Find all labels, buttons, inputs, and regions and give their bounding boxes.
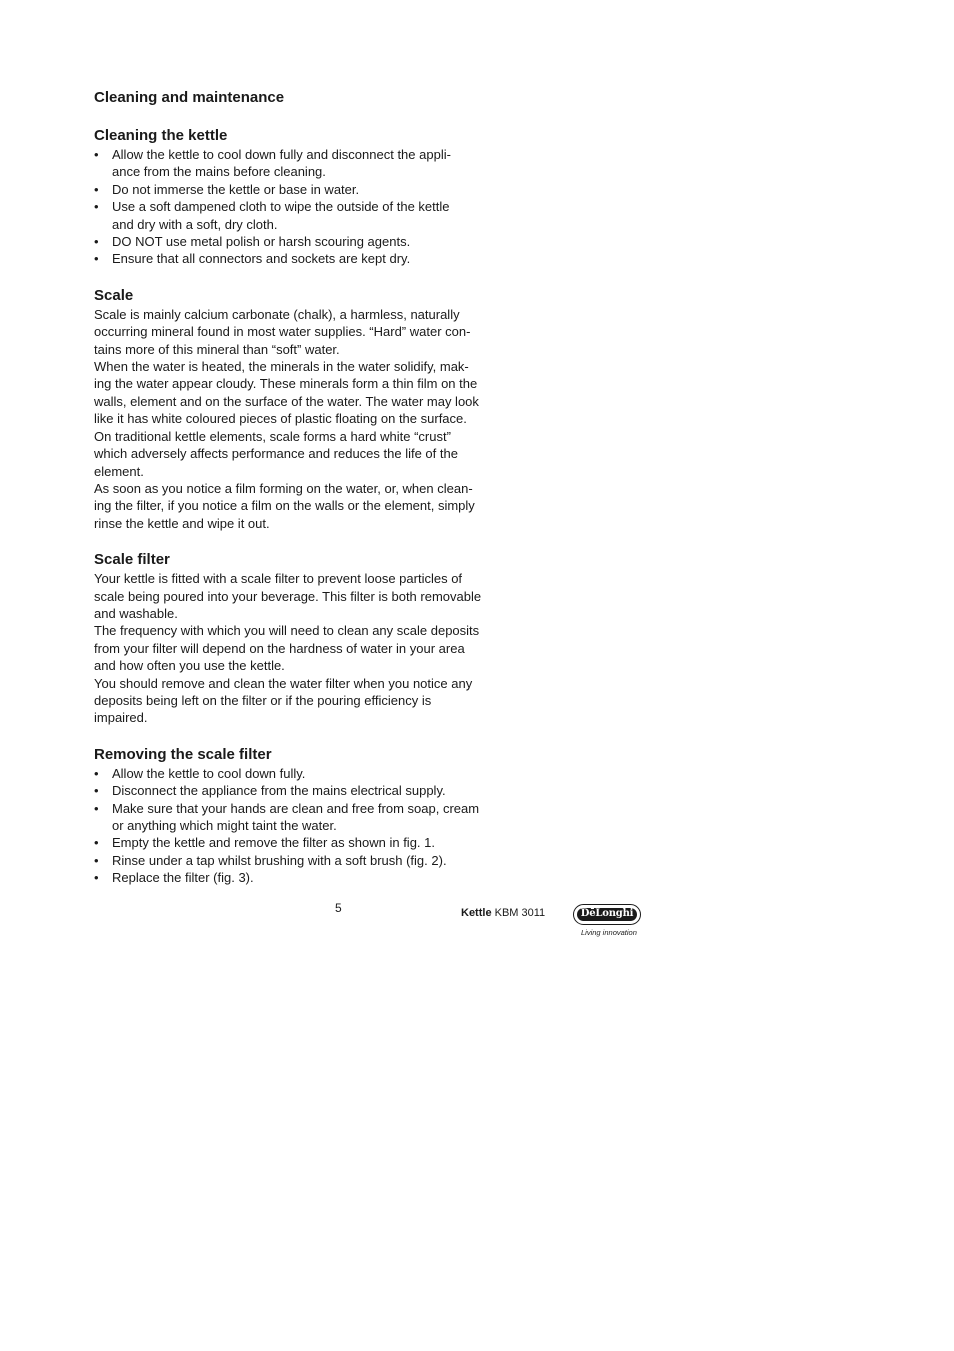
list-item: • Make sure that your hands are clean and free from soap, cream or anything which might taint the water. [94,800,494,835]
bullet-list [94,146,494,268]
section-heading: Scale filter [94,551,170,569]
paragraph: The frequency with which you will need to clean any scale deposits from your filter will depend on the hardness of water in your area and how often you use the kettle. [94,623,480,674]
list-item: • Use a soft dampened cloth to wipe the outside of the kettle and dry with a soft, dry cloth. [94,198,494,233]
list-item: • Do not immerse the kettle or base in water. [94,181,494,198]
list-item: • Allow the kettle to cool down fully. [94,765,494,782]
bullet-list [94,765,494,887]
paragraph: As soon as you notice a film forming on the water, or, when clean- ing the filter, if you notice a film on the walls or the element, simply rinse the kettle and wipe it out. [94,480,475,531]
logo-wordmark: DēLonghi [577,908,637,921]
section-heading: Scale [94,286,134,304]
brand-logo [573,904,643,940]
list-item: • Empty the kettle and remove the filter as shown in fig. 1. [94,834,494,851]
footer-model-number: KBM 3011 [494,907,546,919]
paragraph: On traditional kettle elements, scale forms a hard white “crust” which adversely affects performance and reduces the life of the element. [94,428,458,479]
list-item: • Allow the kettle to cool down fully and disconnect the appli- ance from the mains before cleaning. [94,146,494,181]
list-item: • DO NOT use metal polish or harsh scouring agents. [94,233,494,250]
list-item: • Replace the filter (fig. 3). [94,869,494,886]
section-scale-filter [94,550,494,727]
paragraph: Your kettle is fitted with a scale filter to prevent loose particles of scale being poured into your beverage. This filter is both removable and washable. [94,571,482,621]
document-body [94,88,494,905]
footer-model [461,907,545,919]
list-item: • Rinse under a tap whilst brushing with a soft brush (fig. 2). [94,852,494,869]
footer-product-name: Kettle [461,907,492,919]
paragraph: Scale is mainly calcium carbonate (chalk), a harmless, naturally occurring mineral found in most water supplies. “Hard” water con- tains more of this mineral than “soft” water. [94,306,471,357]
list-item: • Disconnect the appliance from the mains electrical supply. [94,782,494,799]
section-heading: Cleaning the kettle [94,127,228,144]
logo-badge [573,904,641,925]
list-item: • Ensure that all connectors and sockets are kept dry. [94,250,494,267]
paragraph: When the water is heated, the minerals in the water solidify, mak- ing the water appear cloudy. These minerals form a thin film on the walls, element and on the surface of the water. The water may look like it has white coloured pieces of plastic floating on the surface. [94,359,479,427]
section-cleaning-the-kettle [94,126,494,268]
page-number: 5 [335,901,342,915]
section-removing-the-scale-filter [94,745,494,887]
section-heading: Removing the scale filter [94,745,272,763]
logo-tagline: Living innovation [581,928,637,937]
page-title: Cleaning and maintenance [94,89,285,106]
paragraph: You should remove and clean the water filter when you notice any deposits being left on the filter or if the pouring efficiency is impaired. [94,675,473,726]
section-scale [94,286,494,532]
